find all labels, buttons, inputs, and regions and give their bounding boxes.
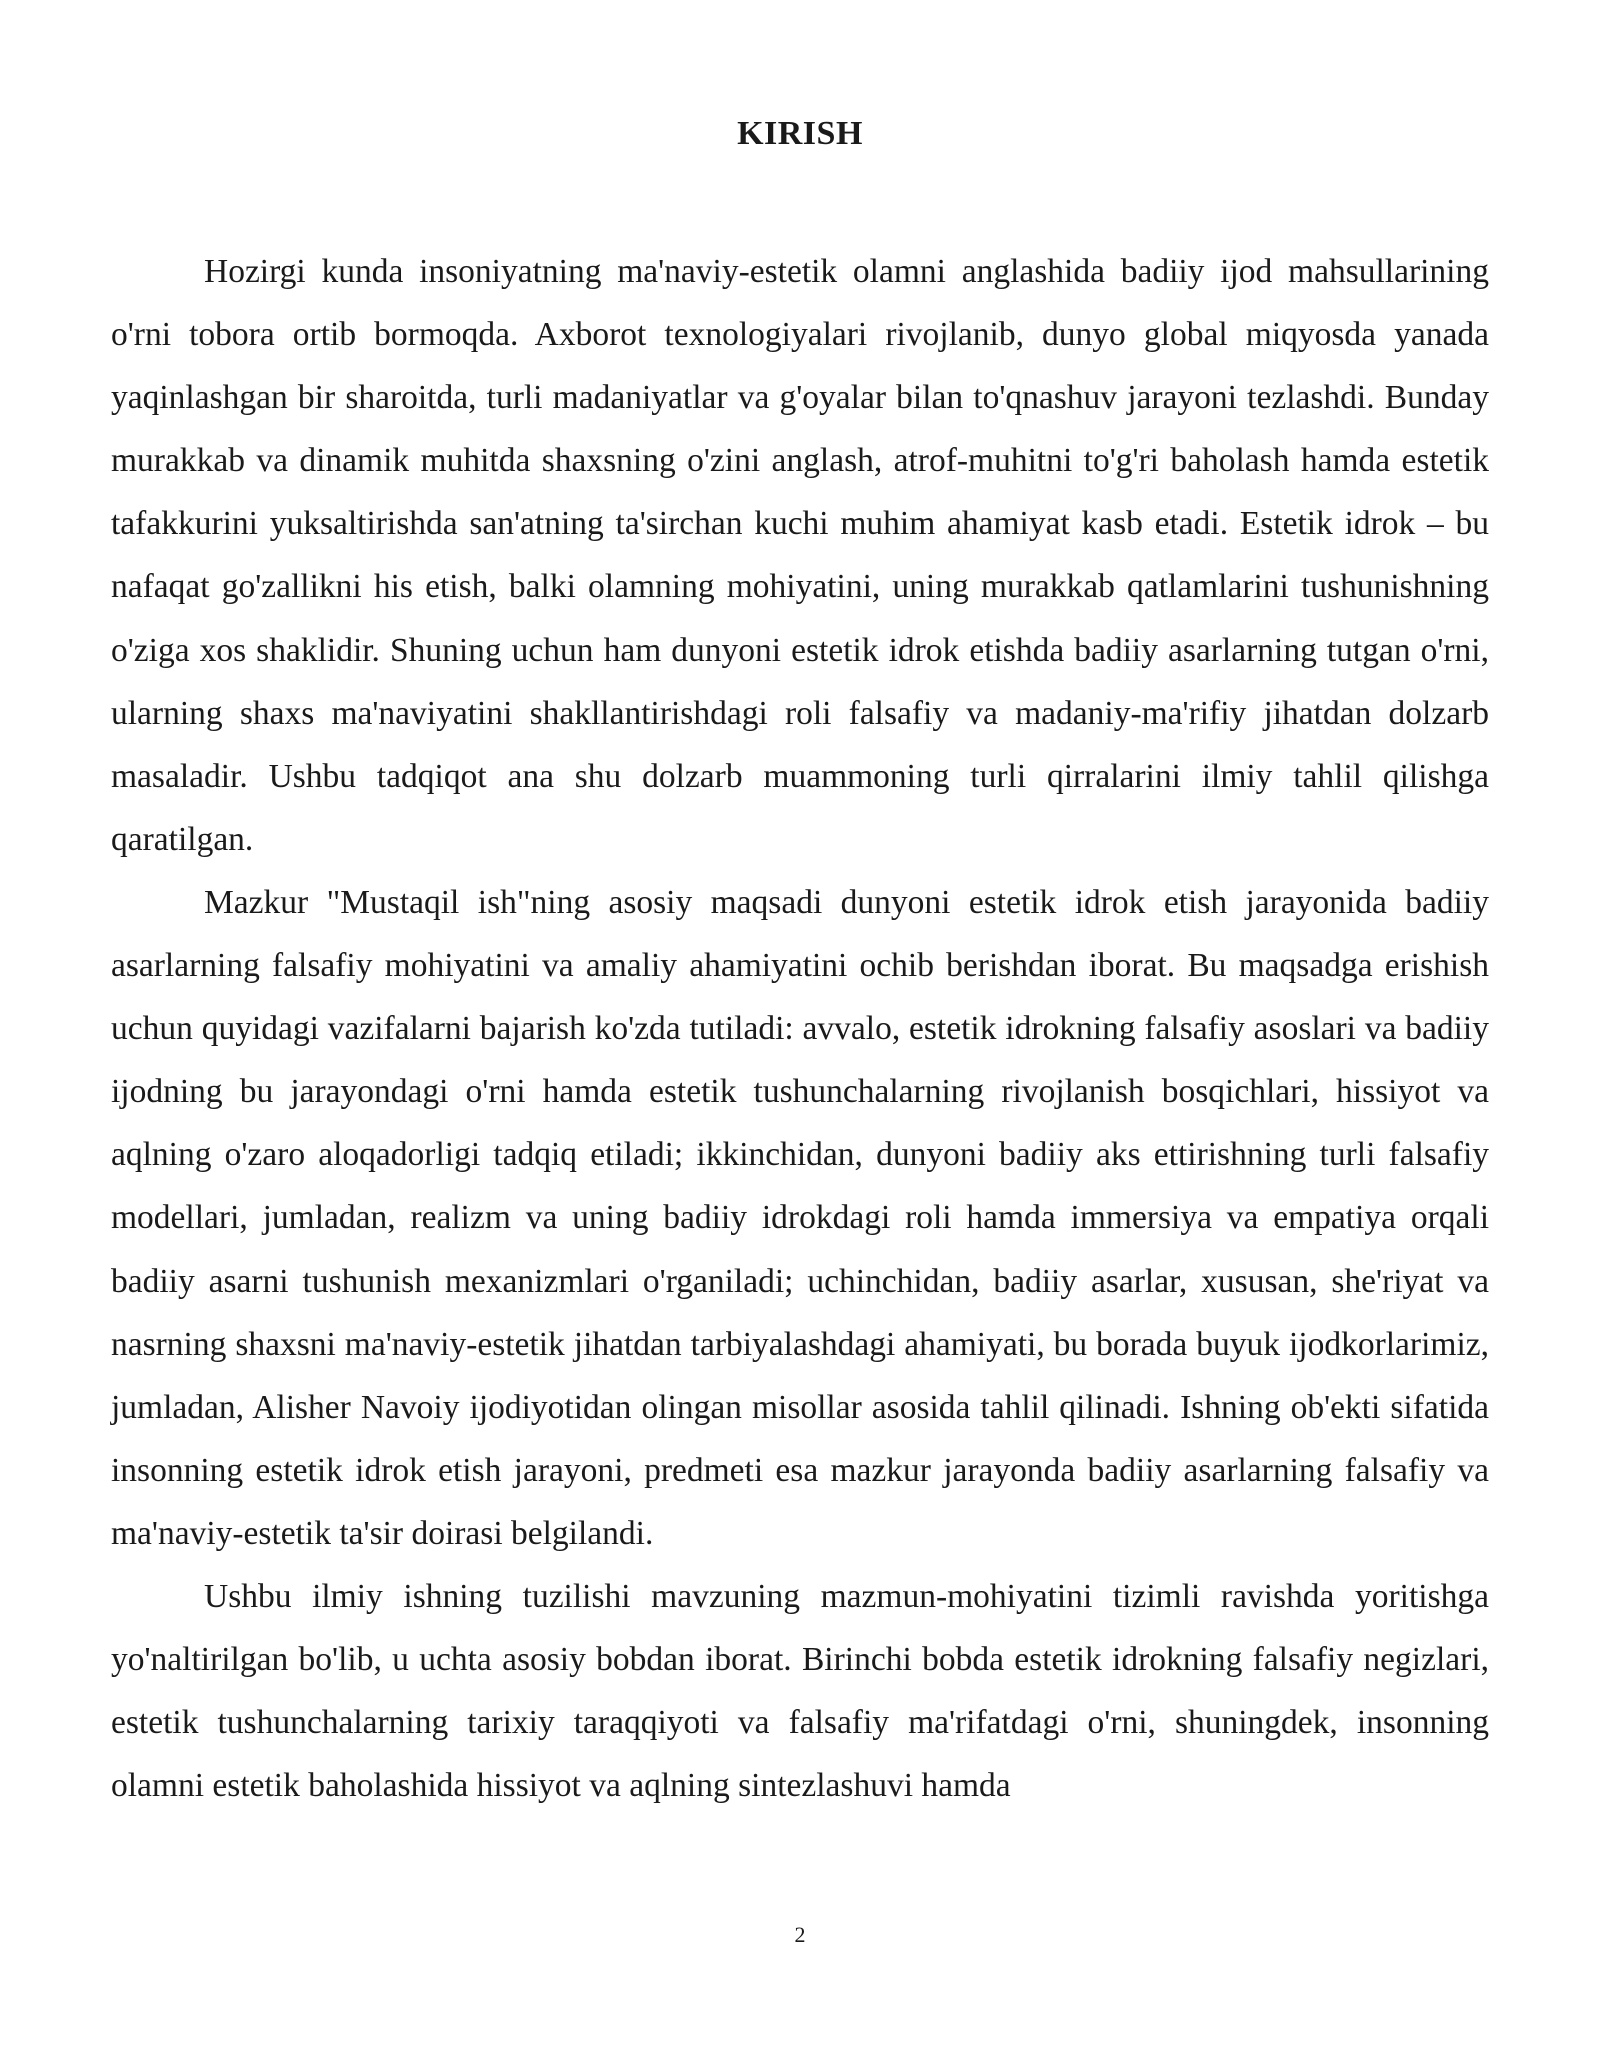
paragraph-3: Ushbu ilmiy ishning tuzilishi mavzuning mazmun-mohiyatini tizimli ravishda yoritishga yo'naltirilgan bo'lib, u uchta asosiy bobdan iborat. Birinchi bobda estetik idrokning falsafiy negizlari, estetik tushunchalarning tarixiy taraqqiyoti va falsafiy ma'rifatdagi o'rni, shuningdek, insonning olamni estetik baholashida hissiyot va aqlning sintezlashuvi hamda <box>111 1577 1489 1805</box>
paragraph-1: Hozirgi kunda insoniyatning ma'naviy-estetik olamni anglashida badiiy ijod mahsullarining o'rni tobora ortib bormoqda. Axborot texnologiyalari rivojlanib, dunyo global miqyosda yanada yaqinlashgan bir sharoitda, turli madaniyatlar va g'oyalar bilan to'qnashuv jarayoni tezlashdi. Bunday murakkab va dinamik muhitda shaxsning o'zini anglash, atrof-muhitni to'g'ri baholash hamda estetik tafakkurini yuksaltirishda san'atning ta'sirchan kuchi muhim ahamiyat kasb etadi. Estetik idrok – bu nafaqat go'zallikni his etish, balki olamning mohiyatini, uning murakkab qatlamlarini tushunishning o'ziga xos shaklidir. Shuning uchun ham dunyoni estetik idrok etishda badiiy asarlarning tutgan o'rni, ularning shaxs ma'naviyatini shakllantirishdagi roli falsafiy va madaniy-ma'rifiy jihatdan dolzarb masaladir. Ushbu tadqiqot ana shu dolzarb muammoning turli qirralarini ilmiy tahlil qilishga qaratilgan. <box>111 253 1489 858</box>
paragraph-2: Mazkur "Mustaqil ish"ning asosiy maqsadi dunyoni estetik idrok etish jarayonida badiiy asarlarning falsafiy mohiyatini va amaliy ahamiyatini ochib berishdan iborat. Bu maqsadga erishish uchun quyidagi vazifalarni bajarish ko'zda tutiladi: avvalo, estetik idrokning falsafiy asoslari va badiiy ijodning bu jarayondagi o'rni hamda estetik tushunchalarning rivojlanish bosqichlari, hissiyot va aqlning o'zaro aloqadorligi tadqiq etiladi; ikkinchidan, dunyoni badiiy aks ettirishning turli falsafiy modellari, jumladan, realizm va uning badiiy idrokdagi roli hamda immersiya va empatiya orqali badiiy asarni tushunish mexanizmlari o'rganiladi; uchinchidan, badiiy asarlar, xususan, she'riyat va nasrning shaxsni ma'naviy-estetik jihatdan tarbiyalashdagi ahamiyati, bu borada buyuk ijodkorlarimiz, jumladan, Alisher Navoiy ijodiyotidan olingan misollar asosida tahlil qilinadi. Ishning ob'ekti sifatida insonning estetik idrok etish jarayoni, predmeti esa mazkur jarayonda badiiy asarlarning falsafiy va ma'naviy-estetik ta'sir doirasi belgilandi. <box>111 883 1489 1552</box>
body-text <box>111 240 1489 1817</box>
page-title: KIRISH <box>737 115 863 152</box>
page-number: 2 <box>794 1922 806 1947</box>
